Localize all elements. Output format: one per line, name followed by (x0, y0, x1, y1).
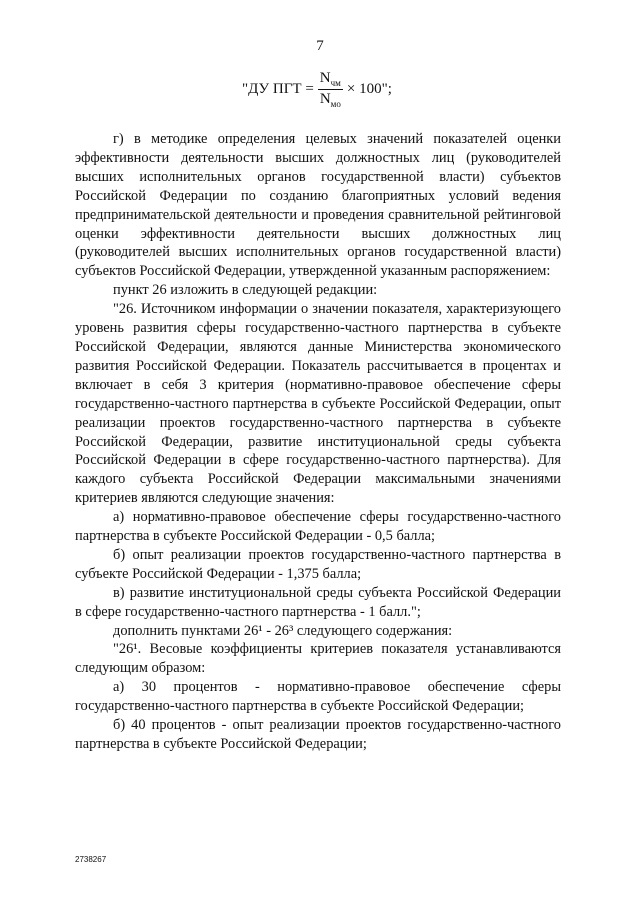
paragraph: в) развитие институциональной среды субъекта Российской Федерации в сфере государственно-частного партнерства - 1 балл."; (75, 584, 561, 620)
paragraph: б) опыт реализации проектов государственно-частного партнерства в субъекте Российской Федерации - 1,375 балла; (75, 546, 561, 582)
paragraph: дополнить пунктами 26¹ - 26³ следующего содержания: (113, 622, 453, 639)
formula-suffix: × 100"; (346, 81, 392, 97)
paragraph: "26. Источником информации о значении показателя, характеризующего уровень развития сферы государственно-частного партнерства в субъекте Российской Федерации, являются данные Министерства экономического развития Российской Федерации. Показатель рассчитывается в процентах и включает в себя 3 критерия (нормативно-правовое обеспечение сферы государственно-частного партнерства в субъекте Российской Федерации, опыт реализации проектов государственно-частного партнерства в субъекте Российской Федерации, развитие институциональной среды субъекта Российской Федерации в сфере государственно-частного партнерства). Для каждого субъекта Российской Федерации максимальными значениями критериев являются следующие значения: (75, 301, 561, 507)
body-text (75, 130, 561, 754)
paragraph: "26¹. Весовые коэффициенты критериев показателя устанавливаются следующим образом: (75, 641, 561, 677)
paragraph: г) в методике определения целевых значений показателей оценки эффективности деятельности высших должностных лиц (руководителей высших исполнительных органов государственной власти) субъектов Российской Федерации по созданию благоприятных условий ведения предпринимательской деятельности и проведения сравнительной рейтинговой оценки эффективности деятельности высших должностных лиц (руководителей высших исполнительных органов государственной власти) субъектов Российской Федерации, утвержденной указанным распоряжением: (75, 131, 561, 280)
paragraph: а) нормативно-правовое обеспечение сферы государственно-частного партнерства в субъекте Российской Федерации - 0,5 балла; (75, 509, 561, 545)
formula-denominator: $N_{мо}$ (319, 91, 341, 109)
paragraph: пункт 26 изложить в следующей редакции: (113, 282, 378, 299)
paragraph: а) 30 процентов - нормативно-правовое обеспечение сферы государственно-частного партнерства в субъекте Российской Федерации; (75, 679, 561, 715)
document-code: 2738267 (75, 855, 107, 864)
formula-fraction (318, 70, 343, 109)
formula-prefix: "ДУ ПГТ = (242, 81, 314, 97)
page-number: 7 (316, 38, 324, 54)
formula (242, 70, 392, 109)
formula-numerator: $N_{чм}$ (319, 70, 341, 88)
paragraph: б) 40 процентов - опыт реализации проектов государственно-частного партнерства в субъекте Российской Федерации; (75, 717, 561, 752)
